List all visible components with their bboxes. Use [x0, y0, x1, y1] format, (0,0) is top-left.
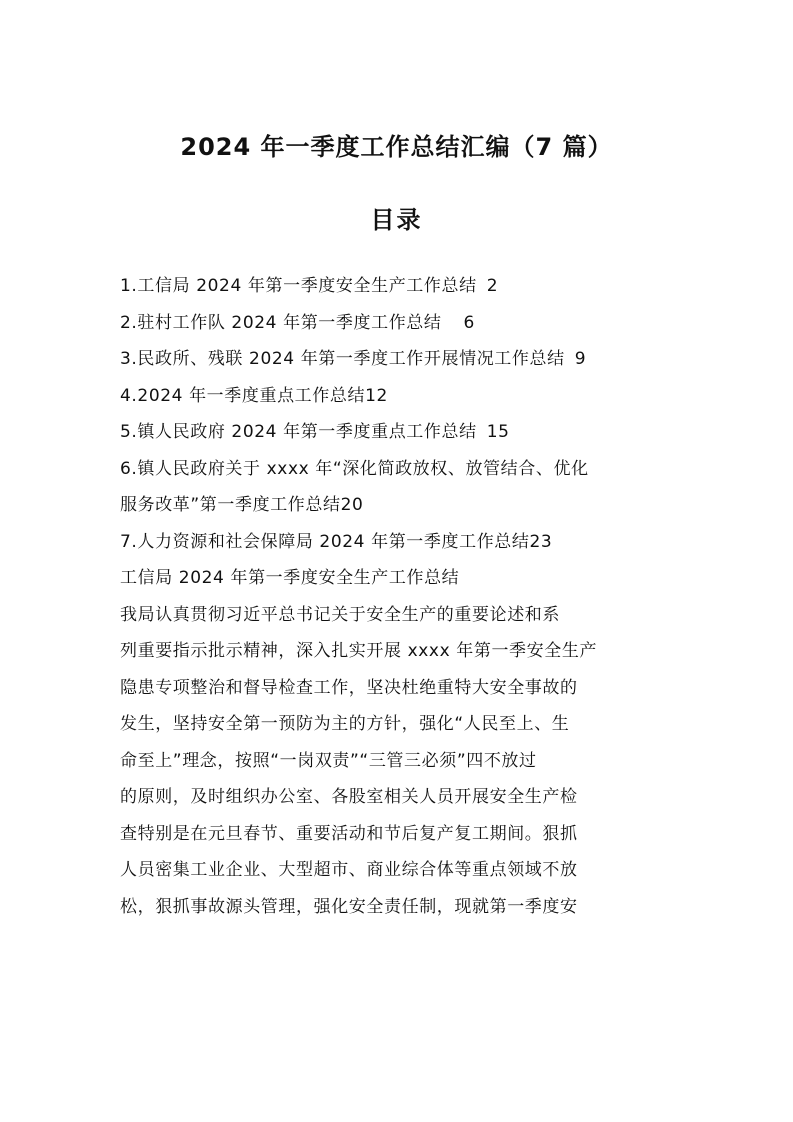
body-line: 人员密集工业企业、大型超市、商业综合体等重点领域不放 — [120, 860, 578, 880]
toc-item-label-line2: 服务改革”第一季度工作总结20 — [120, 495, 364, 515]
toc-item-page: 6 — [463, 312, 475, 333]
toc-item-label: 3.民政所、残联 2024 年第一季度工作开展情况工作总结 — [120, 349, 565, 369]
toc-item-label: 2.驻村工作队 2024 年第一季度工作总结 — [120, 312, 442, 333]
body-line: 我局认真贯彻习近平总书记关于安全生产的重要论述和系 — [120, 604, 560, 625]
toc-item[interactable] — [120, 524, 680, 561]
toc-item-page: 2 — [486, 276, 499, 296]
toc-item-label: 7.人力资源和社会保障局 2024 年第一季度工作总结 — [120, 531, 530, 552]
section-body — [120, 597, 680, 926]
document-title: 2024 年一季度工作总结汇编（7 篇） — [180, 133, 613, 161]
toc-item-page: 9 — [574, 349, 587, 369]
toc-item-label: 1.工信局 2024 年第一季度安全生产工作总结 — [120, 276, 477, 296]
toc-item[interactable] — [120, 451, 680, 524]
toc-item-label-line1: 6.镇人民政府关于 xxxx 年“深化简政放权、放管结合、优化 — [120, 458, 589, 479]
toc-item[interactable] — [120, 305, 680, 342]
toc-item-page: 23 — [529, 531, 553, 552]
toc-item-page: 12 — [365, 385, 388, 406]
body-line: 隐患专项整治和督导检查工作，坚决杜绝重特大安全事故的 — [120, 677, 578, 698]
toc-item[interactable] — [120, 341, 680, 378]
document-body — [120, 268, 680, 925]
toc-item-page: 15 — [486, 422, 510, 442]
toc-heading: 目录 — [370, 206, 423, 234]
body-line: 发生，坚持安全第一预防为主的方针，强化“人民至上、生 — [120, 714, 570, 734]
toc-item[interactable] — [120, 378, 680, 415]
body-line: 的原则，及时组织办公室、各股室相关人员开展安全生产检 — [120, 787, 578, 807]
body-line: 命至上”理念，按照“一岗双责”“三管三必须”四不放过 — [120, 750, 537, 771]
body-line: 查特别是在元旦春节、重要活动和节后复产复工期间。狠抓 — [120, 823, 578, 844]
toc-item-page: 20 — [340, 495, 364, 515]
toc-item[interactable] — [120, 414, 680, 451]
body-line: 列重要指示批示精神，深入扎实开展 xxxx 年第一季安全生产 — [120, 641, 598, 661]
body-line: 松，狠抓事故源头管理，强化安全责任制，现就第一季度安 — [120, 896, 578, 917]
toc-item-label: 4.2024 年一季度重点工作总结 — [120, 385, 366, 406]
toc-item[interactable] — [120, 268, 680, 305]
toc-item-label: 5.镇人民政府 2024 年第一季度重点工作总结 — [120, 422, 477, 442]
section-heading: 工信局 2024 年第一季度安全生产工作总结 — [120, 568, 460, 588]
